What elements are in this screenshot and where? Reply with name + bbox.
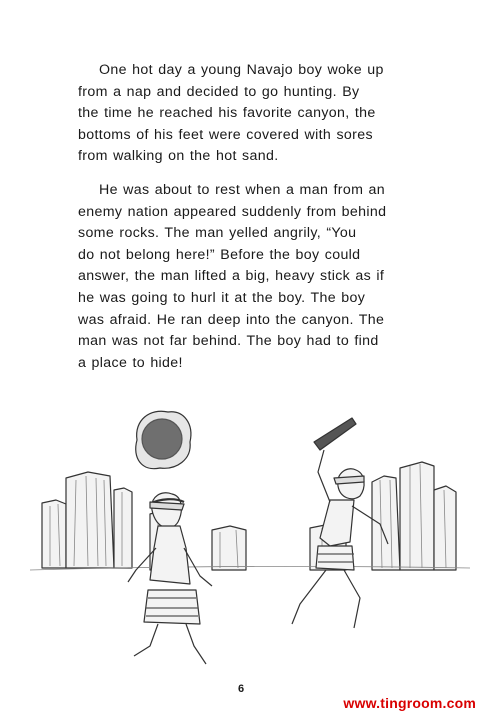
page-number: 6 (237, 683, 245, 695)
canyon-chase-illustration (0, 398, 482, 680)
text-line: he was going to hurl it at the boy. The boy (78, 289, 366, 306)
paragraph-2 (78, 180, 404, 374)
text-line: He was about to rest when a man from an (99, 182, 386, 198)
text-line: from walking on the hot sand. (78, 148, 279, 165)
text-line: from a nap and decided to go hunting. By (78, 83, 360, 100)
text-line: do not belong here!” Before the boy could (78, 246, 361, 263)
text-line: the time he reached his favorite canyon, the (78, 105, 376, 122)
text-line: a place to hide! (78, 354, 183, 371)
text-line: was afraid. He ran deep into the canyon. The (78, 311, 385, 328)
text-line: One hot day a young Navajo boy woke up (99, 62, 384, 78)
text-line: answer, the man lifted a big, heavy stick as if (78, 268, 385, 285)
text-line: some rocks. The man yelled angrily, “You (78, 225, 357, 242)
text-line: enemy nation appeared suddenly from behind (78, 203, 387, 220)
text-line: bottoms of his feet were covered with sores (78, 126, 373, 143)
text-line: man was not far behind. The boy had to find (78, 333, 379, 350)
navajo-boy-figure (128, 493, 212, 664)
paragraph-1 (78, 60, 404, 168)
watermark-text: www.tingroom.com (343, 695, 476, 711)
sun-icon (136, 411, 191, 468)
